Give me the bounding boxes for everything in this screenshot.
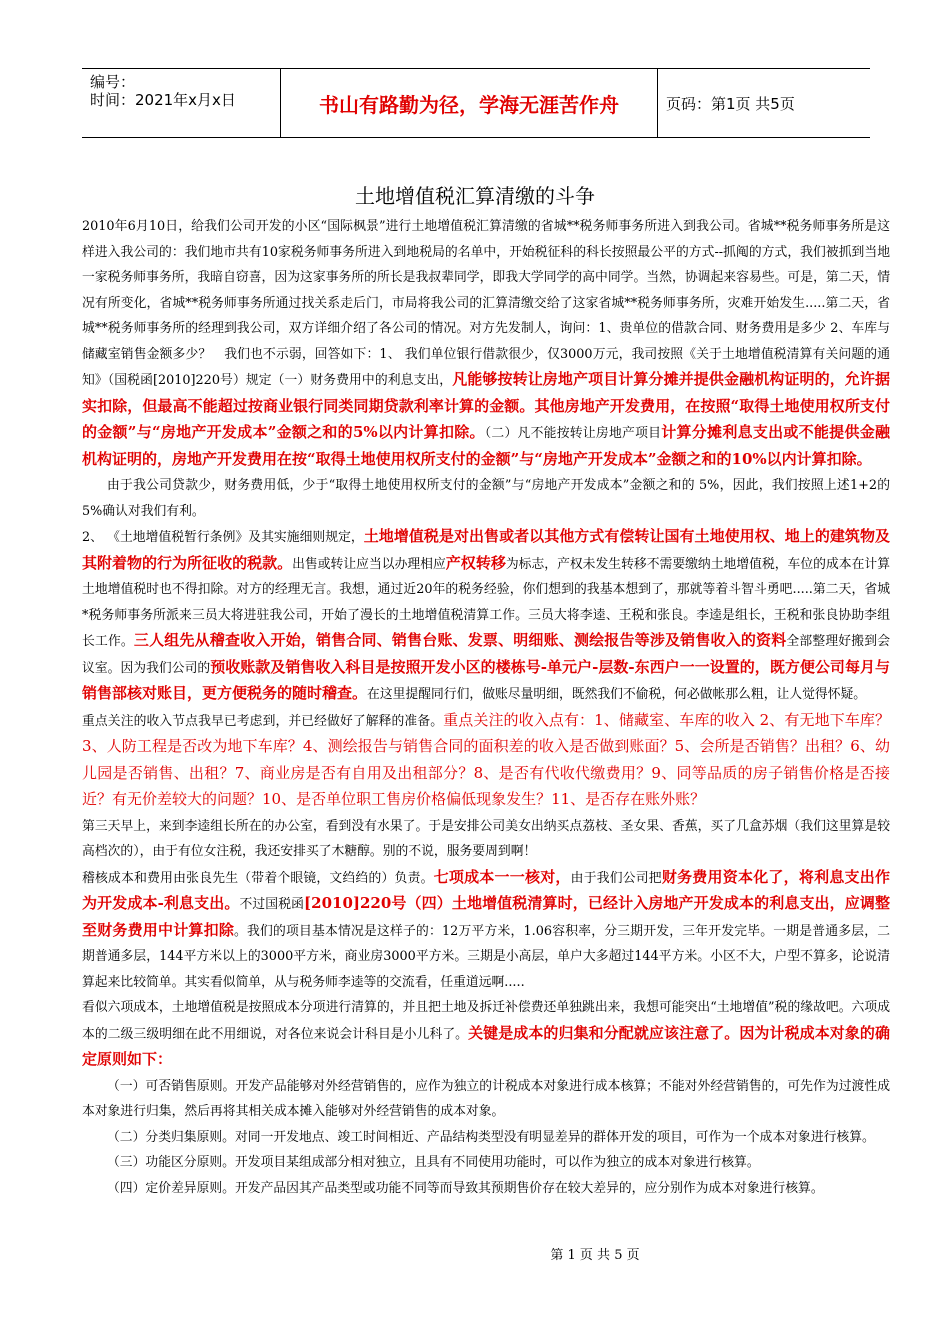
page-footer: 第 1 页 共 5 页 (550, 1248, 640, 1263)
paragraph-3: 2、 《土地增值税暂行条例》及其实施细则规定，土地增值税是对出售或者以其他方式有偿转让国有土地使用权、地上的建筑物及其附着物的行为所征收的税款。出售或转让应当以办理相应产权转移为标志，产权未发生转移不需要缴纳土地增值税，车位的成本在计算土地增值税时也不得扣除。对方的经理无言。我想，通过近20年的税务经验，你们想到的我基本想到了，那就等着斗智斗勇吧.....第二天，省城*税务师事务所派来三员大将进驻我公司，开始了漫长的土地增值税清算工作。三员大将李逵、王税和张良。李逵是组长，王税和张良协助李组长工作。三人组先从稽查收入开始，销售合同、销售台账、发票、明细账、测绘报告等涉及销售收入的资料全部整理好搬到会议室。因为我们公司的预收账款及销售收入科目是按照开发小区的楼栋号-单元户-层数-东西户一一设置的，既方便公司每月与销售部核对账目，更方便税务的随时稽查。在这里提醒同行们，做账尽量明细，既然我们不偷税，何必做帐那么粗，让人觉得怀疑。 (82, 527, 891, 702)
paragraph-1: 2010年6月10日，给我们公司开发的小区“国际枫景”进行土地增值税汇算清缴的省城**税务师事务所进入到我公司。省城**税务师事务所是这样进入我公司的：我们地市共有10家税务师事务所进入到地税局的名单中，开始税征科的科长按照最公平的方式--抓阄的方式，我们被抓到当地一家税务师事务所，我暗自窃喜，因为这家事务所的所长是我叔辈同学，即我大学同学的高中同学。当然，协调起来容易些。可是，第二天，情况有所变化，省城**税务师事务所通过找关系走后门，市局将我公司的汇算清缴交给了这家省城**税务师事务所，灾难开始发生.....第二天，省城**税务师事务所的经理到我公司，双方详细介绍了各公司的情况。对方先发制人，询问：1、贵单位的借款合同、财务费用是多少 2、车库与储藏室销售金额多少？ 我们也不示弱，回答如下：1、 我们单位银行借款很少，仅3000万元，我司按照《关于土地增值税清算有关问题的通知》（国税函[2010]220号）规定（一）财务费用中的利息支出，凡能够按转让房地产项目计算分摊并提供金融机构证明的，允许据实扣除，但最高不能超过按商业银行同类同期贷款利率计算的金额。其他房地产开发费用，在按照“取得土地使用权所支付的金额”与“房地产开发成本”金额之和的5%以内计算扣除。（二）凡不能按转让房地产项目计算分摊利息支出或不能提供金融机构证明的，房地产开发费用在按“取得土地使用权所支付的金额”与“房地产开发成本”金额之和的10%以内计算扣除。 (82, 219, 890, 468)
paragraph-2: 由于我公司贷款少，财务费用低，少于“取得土地使用权所支付的金额”与“房地产开发成本”金额之和的 5%，因此，我们按照上述1+2的5%确认对我们有利。 (82, 478, 890, 519)
principle-3: （三）功能区分原则。开发项目某组成部分相对独立，且具有不同使用功能时，可以作为独立的成本对象进行核算。 (107, 1155, 760, 1170)
paragraph-4: 重点关注的收入节点我早已考虑到，并已经做好了解释的准备。重点关注的收入点有：1、储藏室、车库的收入 2、有无地下车库？3、人防工程是否改为地下车库？4、测绘报告与销售合同的面积差的收入是否做到账面？5、会所是否销售？出租？6、幼儿园是否销售、出租？7、商业房是否有自用及出租部分？8、是否有代收代缴费用？9、同等品质的房子销售价格是否接近？有无价差较大的问题？10、是否单位职工售房价格偏低现象发生？11、是否存在账外账？ (82, 710, 891, 808)
document-number-label: 编号： (90, 73, 136, 91)
principle-1: （一）可否销售原则。开发产品能够对外经营销售的，应作为独立的计税成本对象进行成本核算；不能对外经营销售的，可先作为过渡性成本对象进行归集，然后再将其相关成本摊入能够对外经营销售的成本对象。 (82, 1078, 890, 1119)
paragraph-6: 稽核成本和费用由张良先生（带着个眼镜，文绉绉的）负责。七项成本一一核对，由于我们公司把财务费用资本化了，将利息支出作为开发成本-利息支出。不过国税函[2010]220号（四）土地增值税清算时，已经计入房地产开发成本的利息支出，应调整至财务费用中计算扣除。我们的项目基本情况是这样子的：12万平方米，1.06容积率，分三期开发，三年开发完毕。一期是普通多层，二期普通多层，144平方米以上的3000平方米，商业房3000平方米。三期是小高层，单户大多超过144平方米。小区不大，户型不算多，论说清算起来比较简单。其实看似简单，从与税务师李逵等的交流看，任重道远啊..... (82, 867, 891, 990)
document-date-label: 时间：2021年x月x日 (90, 91, 236, 109)
document-header (82, 68, 870, 138)
header-page-number: 页码：第1页 共5页 (666, 94, 795, 113)
document-body (82, 214, 890, 1201)
document-title: 土地增值税汇算清缴的斗争 (355, 184, 595, 208)
paragraph-7: 看似六项成本，土地增值税是按照成本分项进行清算的，并且把土地及拆迁补偿费还单独跳出来，我想可能突出“土地增值”税的缘故吧。六项成本的二级三级明细在此不用细说，对各位来说会计科目是小儿科了。关键是成本的归集和分配就应该注意了。因为计税成本对象的确定原则如下： (82, 1000, 890, 1068)
principle-2: （二）分类归集原则。对同一开发地点、竣工时间相近、产品结构类型没有明显差异的群体开发的项目，可作为一个成本对象进行核算。 (107, 1129, 875, 1145)
paragraph-5: 第三天早上，来到李逵组长所在的办公室，看到没有水果了。于是安排公司美女出纳买点荔枝、圣女果、香蕉，买了几盒苏烟（我们这里算是较高档次的），由于有位女注税，我还安排买了木糖醇。别的不说，服务要周到啊！ (82, 818, 890, 859)
principle-4: （四）定价差异原则。开发产品因其产品类型或功能不同等而导致其预期售价存在较大差异的，应分别作为成本对象进行核算。 (107, 1180, 824, 1196)
header-meta-cell (82, 69, 280, 137)
header-motto: 书山有路勤为径，学海无涯苦作舟 (280, 69, 658, 137)
